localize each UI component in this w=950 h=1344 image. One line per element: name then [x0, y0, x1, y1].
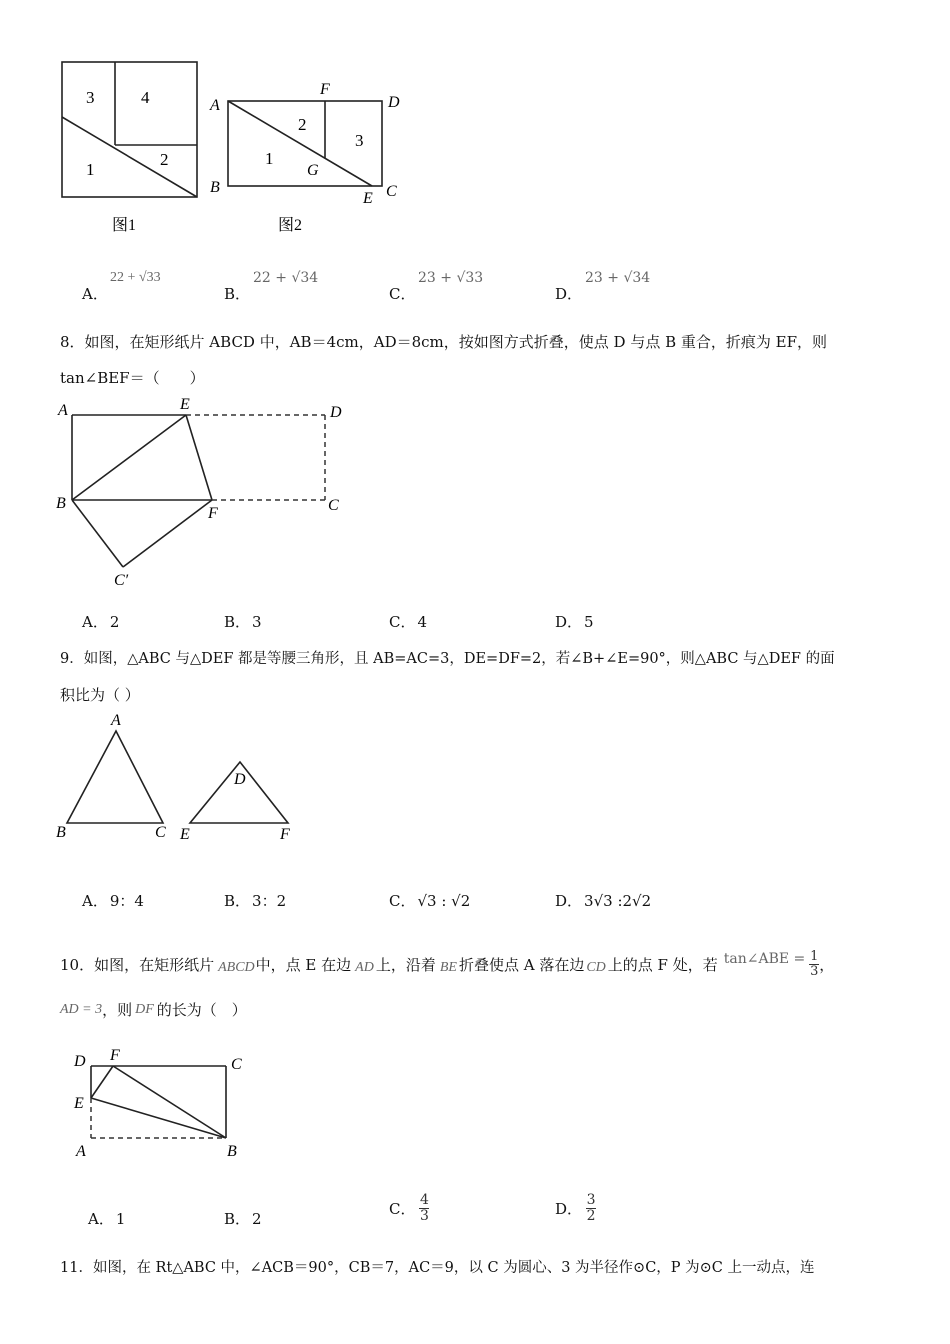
- q9-label-F: F: [280, 826, 290, 843]
- q10-option-a[interactable]: A． 1: [88, 1210, 126, 1228]
- fig1-piece-3: 3: [86, 88, 95, 107]
- q8-label-A: A: [58, 402, 68, 419]
- q10-stem-line1: 10．如图，在矩形纸片 ABCD 中，点 E 在边 AD 上，沿着 BE 折叠使点 A 落在边 CD 上的点 F 处，若 tan∠ABE = $\frac{1}{3}$ ，: [60, 949, 835, 979]
- q8-option-c[interactable]: C． 4: [389, 613, 428, 631]
- fig1-piece-4: 4: [141, 88, 150, 107]
- q9-option-d[interactable]: D． 3√3 :2√2: [555, 892, 652, 910]
- fig2-label-A: A: [210, 97, 220, 114]
- q10-label-F: F: [110, 1047, 120, 1064]
- fig1-caption: 图1: [112, 217, 137, 234]
- q10-label-A: A: [76, 1143, 86, 1160]
- fig2-piece-1: 1: [265, 149, 274, 168]
- q10-label-C: C: [231, 1056, 242, 1073]
- q8-stem-line1: 8．如图，在矩形纸片 ABCD 中，AB＝4cm，AD＝8cm，按如图方式折叠，使点 D 与点 B 重合，折痕为 EF，则: [60, 333, 828, 351]
- q10-label-B: B: [227, 1143, 237, 1160]
- q9-option-b[interactable]: B． 3：2: [224, 892, 287, 910]
- q7-option-a[interactable]: A．: [82, 285, 108, 303]
- q10-figure: [0, 1040, 280, 1170]
- q7-option-d[interactable]: D．: [555, 285, 583, 303]
- q8-option-d[interactable]: D． 5: [555, 613, 594, 631]
- q8-option-a[interactable]: A． 2: [82, 613, 120, 631]
- q9-label-D: D: [234, 771, 246, 788]
- q8-label-E: E: [180, 396, 190, 413]
- q9-option-c[interactable]: C． √3 : √2: [389, 892, 471, 910]
- fig1-piece-1: 1: [86, 160, 95, 179]
- q7-option-d-value: 23 + √34: [585, 270, 651, 286]
- q9-stem-line2: 积比为（ ）: [60, 686, 140, 704]
- q8-figure: [0, 395, 400, 595]
- q10-option-d[interactable]: D． $\frac{3}{2}$: [555, 1192, 596, 1224]
- q9-label-B: B: [56, 824, 66, 841]
- q8-stem-line2: tan∠BEF＝（ ）: [60, 369, 205, 387]
- q8-label-C-prime: C′: [114, 572, 129, 589]
- q10-option-c[interactable]: C． $\frac{4}{3}$: [389, 1192, 429, 1224]
- figure-1: [62, 62, 197, 197]
- q8-label-D: D: [330, 404, 342, 421]
- fig2-label-D: D: [388, 94, 400, 111]
- q7-option-c-value: 23 + √33: [418, 270, 484, 286]
- fig2-label-E: E: [363, 190, 373, 207]
- q8-label-F: F: [208, 505, 218, 522]
- q7-option-a-value: 22 + √33: [110, 270, 161, 285]
- q7-option-b[interactable]: B．: [224, 285, 251, 303]
- fig1-piece-2: 2: [160, 150, 169, 169]
- fig2-caption: 图2: [278, 217, 303, 234]
- top-figures: [0, 0, 950, 250]
- fig2-label-B: B: [210, 179, 220, 196]
- q8-label-B: B: [56, 495, 66, 512]
- q10-stem-line2: AD = 3 ，则 DF 的长为（ ）: [60, 1001, 247, 1019]
- fig2-piece-2: 2: [298, 115, 307, 134]
- fig2-label-G: G: [307, 162, 319, 179]
- fig2-label-C: C: [386, 183, 397, 200]
- q10-option-b[interactable]: B． 2: [224, 1210, 262, 1228]
- q9-label-C: C: [155, 824, 166, 841]
- q8-option-b[interactable]: B． 3: [224, 613, 262, 631]
- q7-option-b-value: 22 + √34: [253, 270, 319, 286]
- q9-label-A: A: [111, 712, 121, 729]
- q9-option-a[interactable]: A． 9：4: [82, 892, 144, 910]
- q9-label-E: E: [180, 826, 190, 843]
- q10-label-D: D: [74, 1053, 86, 1070]
- fig2-label-F: F: [320, 81, 330, 98]
- q7-option-c[interactable]: C．: [389, 285, 416, 303]
- q9-stem-line1: 9．如图，△ABC 与△DEF 都是等腰三角形，且 AB=AC=3，DE=DF=2，若∠B+∠E=90°，则△ABC 与△DEF 的面: [60, 651, 835, 667]
- q8-label-C: C: [328, 497, 339, 514]
- q11-stem-line1: 11．如图，在 Rt△ABC 中，∠ACB＝90°，CB＝7，AC＝9，以 C 为圆心、3 为半径作⊙C，P 为⊙C 上一动点，连: [60, 1260, 815, 1276]
- fig2-piece-3: 3: [355, 131, 364, 150]
- q10-label-E: E: [74, 1095, 84, 1112]
- q9-figure: [0, 705, 320, 845]
